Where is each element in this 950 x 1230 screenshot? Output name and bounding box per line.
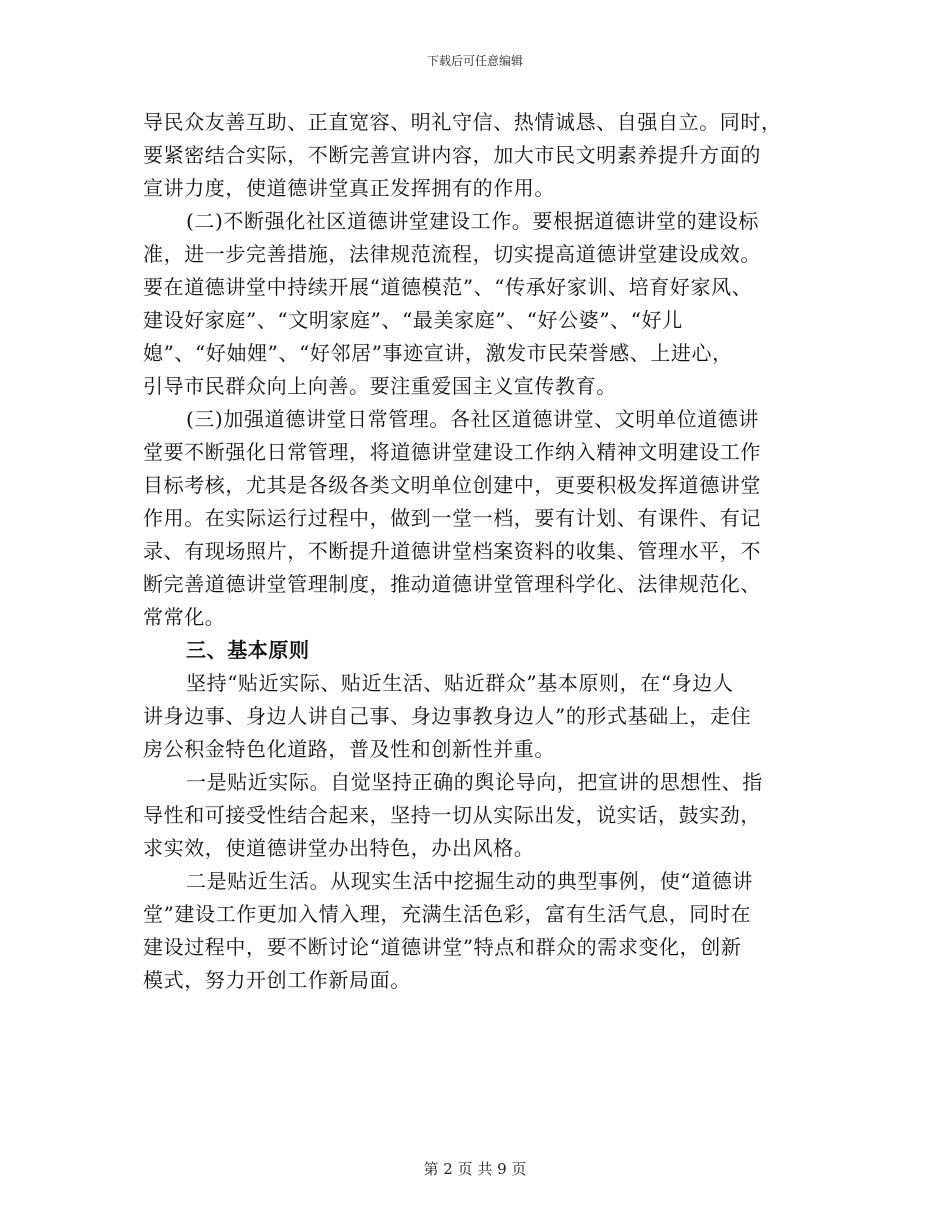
body-text-line: 坚持“贴近实际、贴近生活、贴近群众”基本原则，在“身边人	[186, 671, 734, 695]
page-header-note: 下载后可任意编辑	[426, 54, 523, 68]
body-text-line: 引导市民群众向上向善。要注重爱国主义宣传教育。	[143, 374, 617, 398]
body-text-line: 要紧密结合实际，不断完善宣讲内容，加大市民文明素养提升方面的	[143, 143, 761, 167]
section-heading: 三、基本原则	[186, 638, 310, 662]
body-text-line: (三)加强道德讲堂日常管理。各社区道德讲堂、文明单位道德讲	[186, 407, 760, 431]
body-text-line: 房公积金特色化道路，普及性和创新性并重。	[143, 737, 555, 761]
body-text-line: 常常化。	[143, 605, 226, 629]
body-text-line: 目标考核，尤其是各级各类文明单位创建中，更要积极发挥道德讲堂	[143, 473, 761, 497]
body-text-line: 二是贴近生活。从现实生活中挖掘生动的典型事例，使“道德讲	[186, 869, 754, 893]
body-text-line: 导性和可接受性结合起来，坚持一切从实际出发，说实话，鼓实劲，	[143, 803, 761, 827]
body-text-line: 堂”建设工作更加入情入理，充满生活色彩，富有生活气息，同时在	[143, 902, 752, 926]
body-text-line: (二)不断强化社区道德讲堂建设工作。要根据道德讲堂的建设标	[186, 209, 760, 233]
body-text-line: 建设好家庭”、“文明家庭”、“最美家庭”、“好公婆”、“好儿	[143, 308, 683, 332]
body-text-line: 要在道德讲堂中持续开展“道德模范”、“传承好家训、培育好家风、	[143, 275, 753, 299]
body-text-line: 准，进一步完善措施，法律规范流程，切实提高道德讲堂建设成效。	[143, 242, 761, 266]
body-text-line: 一是贴近实际。自觉坚持正确的舆论导向，把宣讲的思想性、指	[186, 770, 763, 794]
body-text-line: 录、有现场照片，不断提升道德讲堂档案资料的收集、管理水平，不	[143, 539, 761, 563]
page-number-footer: 第 2 页 共 9 页	[423, 1160, 527, 1178]
document-body	[143, 106, 808, 997]
body-text-line: 媳”、“好妯娌”、“好邻居”事迹宣讲，激发市民荣誉感、上进心，	[143, 341, 733, 365]
body-text-line: 断完善道德讲堂管理制度，推动道德讲堂管理科学化、法律规范化、	[143, 572, 761, 596]
body-text-line: 建设过程中，要不断讨论“道德讲堂”特点和群众的需求变化，创新	[143, 935, 742, 959]
body-text-line: 求实效，使道德讲堂办出特色，办出风格。	[143, 836, 535, 860]
body-text-line: 模式，努力开创工作新局面。	[143, 968, 411, 992]
body-text-line: 讲身边事、身边人讲自己事、身边事教身边人”的形式基础上，走住	[143, 704, 752, 728]
body-text-line: 导民众友善互助、正直宽容、明礼守信、热情诚恳、自强自立。同时，	[143, 110, 782, 134]
body-text-line: 堂要不断强化日常管理，将道德讲堂建设工作纳入精神文明建设工作	[143, 440, 761, 464]
body-text-line: 宣讲力度，使道德讲堂真正发挥拥有的作用。	[143, 176, 555, 200]
body-text-line: 作用。在实际运行过程中，做到一堂一档，要有计划、有课件、有记	[143, 506, 761, 530]
